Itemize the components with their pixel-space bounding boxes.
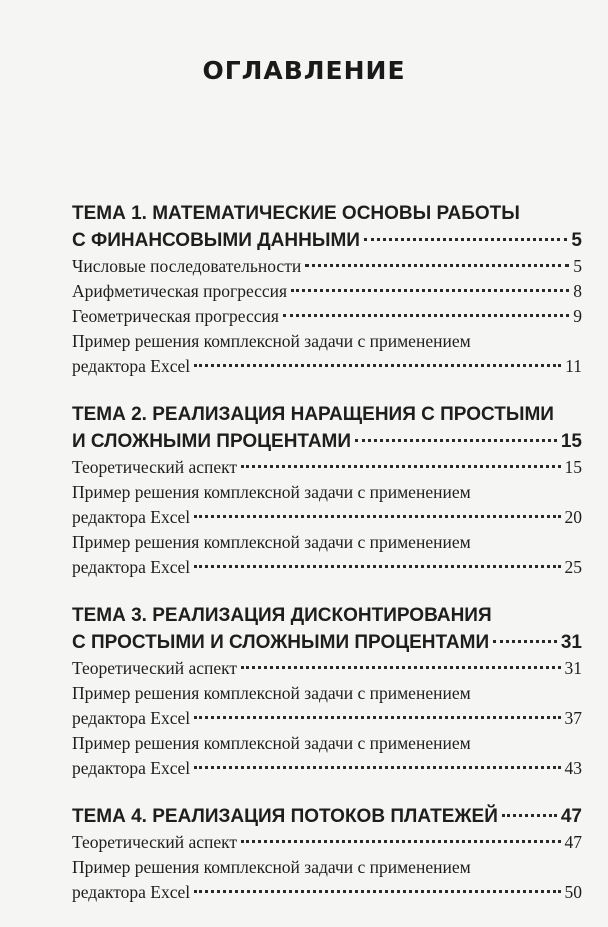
entry-title: Геометрическая прогрессия <box>72 306 279 326</box>
toc-entry[interactable] <box>72 505 582 530</box>
page-number: 5 <box>573 256 582 276</box>
toc-entry[interactable] <box>72 555 582 580</box>
dot-leader <box>241 840 560 843</box>
page-number: 47 <box>560 806 582 827</box>
entry-title-line: Пример решения комплексной задачи с применением <box>72 482 471 502</box>
toc-entry[interactable] <box>72 656 582 681</box>
entry-title: редактора Excel <box>72 356 191 376</box>
page-number: 25 <box>564 557 582 577</box>
toc-entry[interactable] <box>72 254 582 279</box>
entry-title: Арифметическая прогрессия <box>72 281 288 301</box>
page-number: 50 <box>564 882 582 902</box>
dot-leader <box>194 890 560 893</box>
entry-title: редактора Excel <box>72 882 191 902</box>
section-heading-line[interactable] <box>72 629 582 656</box>
page-number: 43 <box>564 758 582 778</box>
section-heading-text: С ФИНАНСОВЫМИ ДАННЫМИ <box>72 230 360 251</box>
page-number: 31 <box>564 658 582 678</box>
section-heading-line: ТЕМА 3. РЕАЛИЗАЦИЯ ДИСКОНТИРОВАНИЯ <box>72 605 492 626</box>
page-number: 47 <box>564 832 582 852</box>
dot-leader <box>283 314 569 317</box>
dot-leader <box>194 515 560 518</box>
page-number: 11 <box>565 356 582 376</box>
toc-entry[interactable] <box>72 354 582 379</box>
page-number: 31 <box>560 632 582 653</box>
toc-section <box>72 602 582 781</box>
entry-title: редактора Excel <box>72 507 191 527</box>
toc-entry[interactable] <box>72 279 582 304</box>
page-number: 15 <box>564 457 582 477</box>
entry-title-line: Пример решения комплексной задачи с применением <box>72 532 471 552</box>
page-title: ОГЛАВЛЕНИЕ <box>202 56 406 85</box>
toc-entry[interactable] <box>72 880 582 905</box>
dot-leader <box>502 814 557 817</box>
section-heading-text: С ПРОСТЫМИ И СЛОЖНЫМИ ПРОЦЕНТАМИ <box>72 632 490 653</box>
page-number: 5 <box>571 230 582 251</box>
page-number: 15 <box>560 431 582 452</box>
dot-leader <box>241 465 560 468</box>
section-heading-line: ТЕМА 2. РЕАЛИЗАЦИЯ НАРАЩЕНИЯ С ПРОСТЫМИ <box>72 404 554 425</box>
toc-section <box>72 401 582 580</box>
section-heading-text: И СЛОЖНЫМИ ПРОЦЕНТАМИ <box>72 431 352 452</box>
toc-entry[interactable] <box>72 706 582 731</box>
dot-leader <box>493 640 557 643</box>
toc-section <box>72 200 582 379</box>
entry-title: Числовые последовательности <box>72 256 302 276</box>
toc-section <box>72 803 582 905</box>
section-heading-line[interactable] <box>72 227 582 254</box>
page-number: 37 <box>564 708 582 728</box>
toc-entry[interactable] <box>72 304 582 329</box>
page-number: 20 <box>564 507 582 527</box>
entry-title: Теоретический аспект <box>72 832 238 852</box>
entry-title-line: Пример решения комплексной задачи с применением <box>72 331 471 351</box>
dot-leader <box>194 565 560 568</box>
dot-leader <box>194 766 560 769</box>
entry-title: Теоретический аспект <box>72 457 238 477</box>
section-heading-line: ТЕМА 1. МАТЕМАТИЧЕСКИЕ ОСНОВЫ РАБОТЫ <box>72 203 520 224</box>
toc-entry[interactable] <box>72 830 582 855</box>
dot-leader <box>355 439 557 442</box>
entry-title-line: Пример решения комплексной задачи с применением <box>72 683 471 703</box>
entry-title: редактора Excel <box>72 557 191 577</box>
toc-entry[interactable] <box>72 756 582 781</box>
dot-leader <box>364 238 567 241</box>
entry-title-line: Пример решения комплексной задачи с применением <box>72 857 471 877</box>
dot-leader <box>241 666 560 669</box>
entry-title: Теоретический аспект <box>72 658 238 678</box>
section-heading-line[interactable] <box>72 428 582 455</box>
page-number: 8 <box>573 281 582 301</box>
entry-title: редактора Excel <box>72 708 191 728</box>
dot-leader <box>194 364 561 367</box>
dot-leader <box>305 264 569 267</box>
dot-leader <box>194 716 560 719</box>
toc-entry[interactable] <box>72 455 582 480</box>
table-of-contents <box>72 200 582 927</box>
entry-title-line: Пример решения комплексной задачи с применением <box>72 733 471 753</box>
dot-leader <box>291 289 569 292</box>
entry-title: редактора Excel <box>72 758 191 778</box>
section-heading-line[interactable] <box>72 803 582 830</box>
page-number: 9 <box>573 306 582 326</box>
section-heading-text: ТЕМА 4. РЕАЛИЗАЦИЯ ПОТОКОВ ПЛАТЕЖЕЙ <box>72 806 498 827</box>
